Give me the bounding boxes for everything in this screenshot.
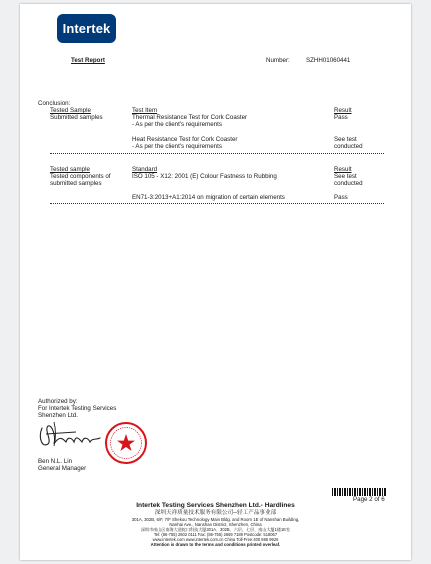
- footer-company-cn: 深圳天祥质量技术服务有限公司─轻工产品事业部: [154, 510, 277, 516]
- test-item-line: - As per the client's requirements: [132, 143, 222, 150]
- test-item-line: Heat Resistance Test for Cork Coaster: [132, 136, 238, 143]
- footer-company: Intertek Testing Services Shenzhen Ltd.- Hardlines: [136, 502, 295, 509]
- col-header-tested-sample: Tested Sample: [50, 107, 91, 114]
- report-number-label: Number:: [266, 57, 290, 64]
- result-value: Pass: [334, 194, 348, 201]
- result-value: See test: [334, 173, 357, 180]
- report-number: SZHH01060441: [306, 57, 351, 64]
- col-header-result: Result: [334, 166, 352, 173]
- handwritten-signature: [36, 416, 108, 452]
- footer-contact: Tel: (86-755) 2602 0111 Fax: (86-755) 2669 7189 Postcode: 518067: [153, 532, 278, 537]
- result-value: conducted: [334, 180, 363, 187]
- col-header-result: Result: [334, 107, 352, 114]
- col-header-tested-sample: Tested sample: [50, 166, 90, 173]
- footer-notice: Attention is drawn to the terms and conditions printed overleaf.: [150, 542, 281, 547]
- tested-sample-value: Submitted samples: [50, 114, 103, 121]
- footer-web: www.intertek.com www.intertek.com.cn China Toll-Free:400 886 9926: [152, 537, 279, 542]
- signatory-name: Ben N.L. Lin: [38, 458, 73, 465]
- footer-address-cn: 深圳市南山区南海大道蛇口科技大厦301A、302B、六层、七层、南山大厦1楼1E室: [140, 527, 291, 532]
- barcode: [332, 488, 387, 496]
- footer-address: 301A, 302B, 6/F, 7/F Shekou Technology Main Bldg. and Room 1E of Nanshan Building,: [131, 517, 300, 522]
- intertek-logo: Intertek: [57, 14, 116, 43]
- page-number: Page 2 of 6: [353, 496, 385, 503]
- authorized-by-label: Authorized by:: [38, 398, 78, 405]
- report-page: [20, 4, 411, 560]
- company-seal-stamp: [104, 421, 148, 465]
- footer-address: Nanhai Ave., Nanshan District, Shenzhen, China: [169, 522, 262, 527]
- tested-sample-value: Tested components of: [50, 173, 111, 180]
- separator-line: [50, 153, 384, 154]
- col-header-standard: Standard: [132, 166, 158, 173]
- result-value: conducted: [334, 143, 363, 150]
- test-item-line: - As per the client's requirements: [132, 121, 222, 128]
- col-header-test-item: Test Item: [132, 107, 158, 114]
- authorized-org: Shenzhen Ltd.: [38, 412, 78, 419]
- separator-line: [50, 203, 384, 204]
- authorized-org: For Intertek Testing Services: [38, 405, 117, 412]
- conclusion-label: Conclusion:: [38, 100, 71, 107]
- result-value: Pass: [334, 114, 348, 121]
- standard-line: EN71-3:2013+A1:2014 on migration of certain elements: [132, 194, 285, 201]
- signatory-title: General Manager: [38, 465, 87, 472]
- standard-line: ISO 105 - X12: 2001 (E) Colour Fastness to Rubbing: [132, 173, 277, 180]
- tested-sample-value: submitted samples: [50, 180, 102, 187]
- test-item-line: Thermal Resistance Test for Cork Coaster: [132, 114, 248, 121]
- result-value: See test: [334, 136, 357, 143]
- report-title: Test Report: [71, 57, 105, 64]
